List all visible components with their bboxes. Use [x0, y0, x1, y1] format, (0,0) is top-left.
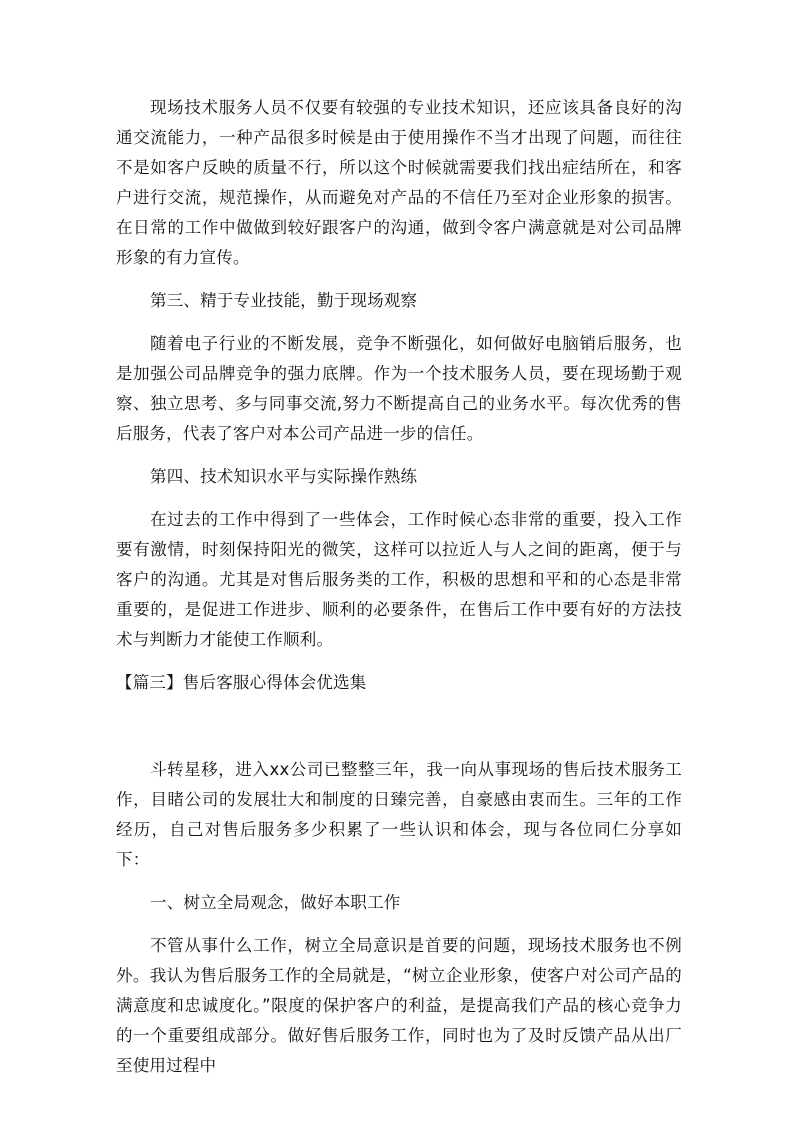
- heading-third-point: 第三、精于专业技能，勤于现场观察: [150, 291, 418, 310]
- document-body: [116, 93, 682, 1081]
- paragraph-communication: 现场技术服务人员不仅要有较强的专业技术知识，还应该具备良好的沟通交流能力，一种产品很多时候是由于使用操作不当才出现了问题，而往往不是如客户反映的质量不行，所以这个时候就需要我们找出症结所在，和客户进行交流，规范操作，从而避免对产品的不信任乃至对企业形象的损害。在日常的工作中做做到较好跟客户的沟通，做到令客户满意就是对公司品牌形象的有力宣传。: [116, 98, 682, 267]
- heading-fourth-point: 第四、技术知识水平与实际操作熟练: [150, 467, 418, 486]
- paragraph-three-years: 斗转星移，进入xx公司已整整三年，我一向从事现场的售后技术服务工作，目睹公司的发展壮大和制度的日臻完善，自豪感由衷而生。三年的工作经历，自己对售后服务多少积累了一些认识和体会，现与各位同仁分享如下：: [116, 760, 682, 869]
- paragraph-professional-skills: 随着电子行业的不断发展，竞争不断强化，如何做好电脑销后服务，也是加强公司品牌竞争的强力底牌。作为一个技术服务人员，要在现场勤于观察、独立思考、多与同事交流,努力不断提高自己的业务水平。每次优秀的售后服务，代表了客户对本公司产品进一步的信任。: [116, 334, 682, 443]
- section-title: 【篇三】售后客服心得体会优选集: [116, 673, 367, 692]
- heading-first-point: 一、树立全局观念，做好本职工作: [150, 893, 401, 912]
- paragraph-work-attitude: 在过去的工作中得到了一些体会，工作时候心态非常的重要，投入工作要有激情，时刻保持阳光的微笑，这样可以拉近人与人之间的距离，便于与客户的沟通。尤其是对售后服务类的工作，积极的思想和平和的心态是非常重要的，是促进工作进步、顺利的必要条件，在售后工作中要有好的方法技术与判断力才能使工作顺利。: [116, 510, 682, 649]
- paragraph-global-awareness: 不管从事什么工作，树立全局意识是首要的问题，现场技术服务也不例外。我认为售后服务工作的全局就是，“树立企业形象，使客户对公司产品的满意度和忠诚度化。”限度的保护客户的利益，是提高我们产品的核心竞争力的一个重要组成部分。做好售后服务工作，同时也为了及时反馈产品从出厂至使用过程中: [116, 936, 682, 1075]
